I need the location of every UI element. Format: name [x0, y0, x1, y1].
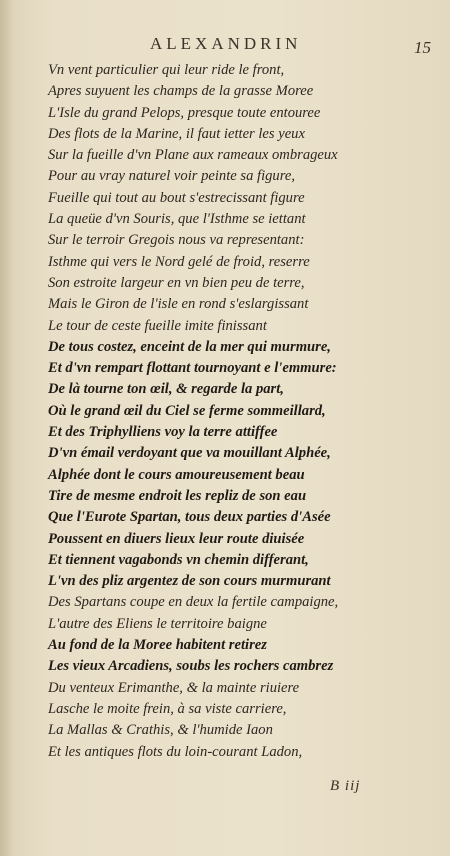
verse-line: Les vieux Arcadiens, soubs les rochers cambrez [48, 658, 334, 675]
page-number: 15 [414, 38, 431, 57]
verse-line: Pour au vray naturel voir peinte sa figure, [48, 168, 295, 185]
verse-line: De là tourne ton œil, & regarde la part, [48, 381, 284, 398]
verse-line: Son estroite largeur en vn bien peu de terre, [48, 274, 305, 291]
verse-line: Et les antiques flots du loin-courant Ladon, [48, 743, 303, 760]
page-gutter-shadow [0, 0, 14, 856]
signature-mark: B iij [330, 778, 361, 794]
verse-line: Sur la fueille d'vn Plane aux rameaux ombrageux [48, 147, 338, 164]
verse-line: Isthme qui vers le Nord gelé de froid, reserre [48, 253, 310, 270]
verse-line: Vn vent particulier qui leur ride le front, [48, 62, 285, 78]
verse-line: L'vn des pliz argentez de son cours murmurant [48, 573, 331, 590]
verse-line: Alphée dont le cours amoureusement beau [48, 466, 305, 483]
verse-line: La Mallas & Crathis, & l'humide Iaon [48, 722, 273, 739]
verse-line: L'autre des Eliens le territoire baigne [48, 615, 267, 632]
verse-line: Des Spartans coupe en deux la fertile campaigne, [48, 594, 339, 611]
verse-line: Fueille qui tout au bout s'estrecissant figure [48, 189, 305, 206]
verse-line: Tire de mesme endroit les repliz de son eau [48, 487, 307, 504]
poem-verses [48, 60, 438, 763]
verse-line: Du venteux Erimanthe, & la mainte riuiere [48, 679, 300, 696]
verse-line: Et des Triphylliens voy la terre attiffee [48, 424, 278, 441]
verse-line: Poussent en diuers lieux leur route diuisée [48, 530, 305, 547]
verse-line: Où le grand œil du Ciel se ferme sommeillard, [48, 402, 326, 419]
verse-line: Au fond de la Moree habitent retirez [48, 637, 267, 654]
verse-line: Et tiennent vagabonds vn chemin differant, [48, 551, 309, 568]
running-title: ALEXANDRIN [150, 34, 302, 53]
verse-line: Et d'vn rempart flottant tournoyant e l'emmure: [48, 360, 337, 377]
verse-line: Lasche le moite frein, à sa viste carriere, [48, 700, 287, 717]
verse-line: D'vn émail verdoyant que va mouillant Alphée, [48, 445, 331, 462]
verse-line: De tous costez, enceint de la mer qui murmure, [48, 338, 331, 355]
verse-line: Que l'Eurote Spartan, tous deux parties d'Asée [48, 509, 331, 526]
verse-line: Des flots de la Marine, il faut ietter les yeux [48, 125, 305, 142]
verse-line: Mais le Giron de l'isle en rond s'eslargissant [48, 296, 309, 313]
verse-line: Sur le terroir Gregois nous va representant: [48, 232, 305, 249]
verse-line: L'Isle du grand Pelops, presque toute entouree [48, 104, 321, 121]
verse-line: Le tour de ceste fueille imite finissant [48, 317, 267, 334]
verse-line: Apres suyuent les champs de la grasse Moree [48, 83, 314, 100]
verse-line: La queüe d'vn Souris, que l'Isthme se iettant [48, 211, 306, 228]
